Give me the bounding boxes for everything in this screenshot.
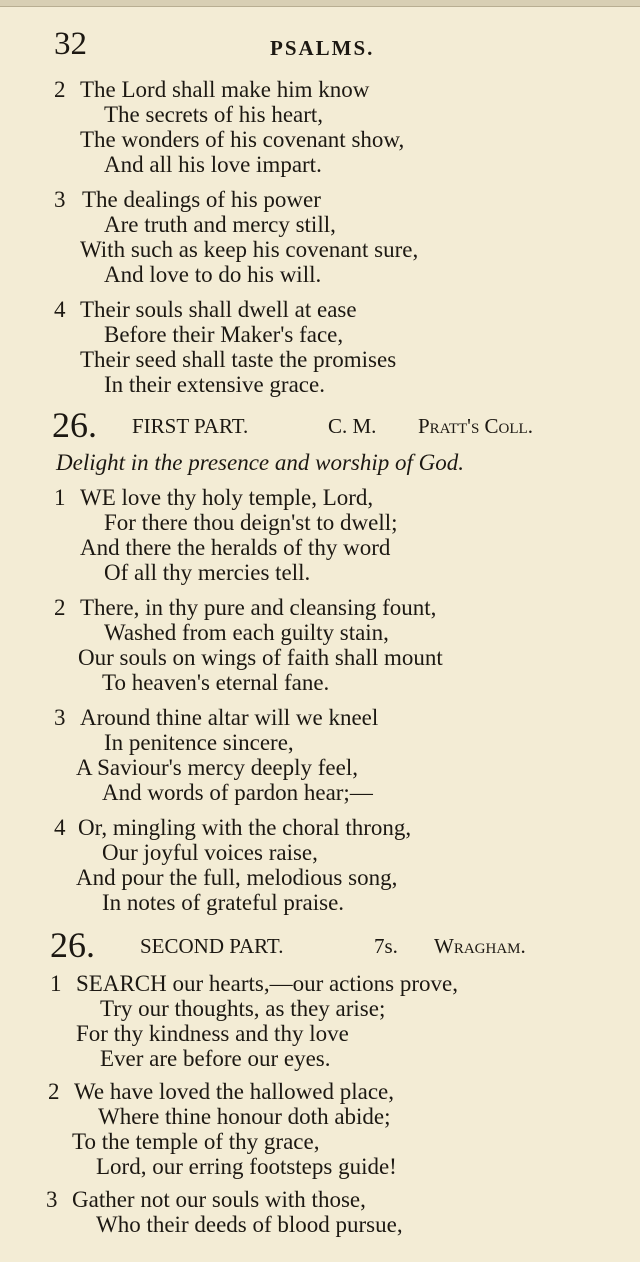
stanza-number: 4 — [54, 815, 66, 840]
verse-line: And love to do his will. — [104, 262, 322, 287]
verse-line: A Saviour's mercy deeply feel, — [76, 755, 358, 780]
verse-line: Are truth and mercy still, — [104, 212, 336, 237]
verse-line: Or, mingling with the choral throng, — [78, 815, 412, 840]
stanza-number: 3 — [54, 187, 66, 212]
verse-line: There, in thy pure and cleansing fount, — [80, 595, 437, 620]
verse-line: The Lord shall make him know — [80, 77, 370, 102]
verse-line: And pour the full, melodious song, — [76, 865, 398, 890]
hymn-part: SECOND PART. — [140, 934, 284, 958]
verse-line: Try our thoughts, as they arise; — [100, 996, 386, 1021]
hymn-subtitle: Delight in the presence and worship of God. — [56, 450, 464, 475]
verse-line: Before their Maker's face, — [104, 322, 344, 347]
stanza-number: 3 — [46, 1187, 58, 1212]
page-number: 32 — [54, 26, 87, 62]
verse-line: For there thou deign'st to dwell; — [104, 510, 398, 535]
hymn-author: Pratt's Coll. — [418, 414, 533, 438]
stanza-number: 2 — [54, 77, 66, 102]
verse-line: In penitence sincere, — [104, 730, 294, 755]
running-title: PSALMS. — [270, 36, 375, 60]
hymn-meter: C. M. — [328, 414, 377, 438]
verse-line: Our joyful voices raise, — [102, 840, 318, 865]
hymn-meter: 7s. — [374, 934, 398, 958]
stanza-number: 1 — [50, 971, 62, 996]
verse-line: Their seed shall taste the promises — [80, 347, 397, 372]
verse-line: Gather not our souls with those, — [72, 1187, 366, 1212]
verse-line: Ever are before our eyes. — [100, 1046, 331, 1071]
verse-line: The wonders of his covenant show, — [80, 127, 405, 152]
verse-line: To heaven's eternal fane. — [102, 670, 330, 695]
hymn-heading — [52, 404, 612, 444]
hymn-number: 26. — [52, 405, 97, 445]
verse-line: Where thine honour doth abide; — [98, 1104, 391, 1129]
verse-line: Lord, our erring footsteps guide! — [96, 1154, 397, 1179]
hymn-author: Wragham. — [434, 934, 526, 958]
verse-line: In notes of grateful praise. — [102, 890, 345, 915]
verse-line: Of all thy mercies tell. — [104, 560, 311, 585]
verse-line: And words of pardon hear;— — [102, 780, 373, 805]
verse-line: We have loved the hallowed place, — [74, 1079, 395, 1104]
verse-line: The secrets of his heart, — [104, 102, 324, 127]
stanza-number: 3 — [54, 705, 66, 730]
page-header — [52, 26, 612, 66]
hymn-heading — [50, 924, 610, 964]
verse-line: To the temple of thy grace, — [72, 1129, 320, 1154]
verse-line: And there the heralds of thy word — [80, 535, 391, 560]
verse-line: Who their deeds of blood pursue, — [96, 1212, 403, 1237]
stanza-number: 4 — [54, 297, 66, 322]
stanza-number: 2 — [48, 1079, 60, 1104]
stanza-number: 2 — [54, 595, 66, 620]
verse-line: Around thine altar will we kneel — [80, 705, 379, 730]
verse-line: In their extensive grace. — [104, 372, 325, 397]
verse-line: Washed from each guilty stain, — [104, 620, 389, 645]
verse-line: And all his love impart. — [104, 152, 322, 177]
verse-line: Our souls on wings of faith shall mount — [78, 645, 443, 670]
verse-line: WE love thy holy temple, Lord, — [80, 485, 374, 510]
stanza-number: 1 — [54, 485, 66, 510]
page-top-edge — [0, 0, 640, 7]
verse-line: For thy kindness and thy love — [76, 1021, 349, 1046]
hymn-number: 26. — [50, 925, 95, 965]
verse-line: With such as keep his covenant sure, — [80, 237, 419, 262]
verse-line: The dealings of his power — [82, 187, 321, 212]
verse-line: Their souls shall dwell at ease — [80, 297, 357, 322]
verse-line: SEARCH our hearts,—our actions prove, — [76, 971, 458, 996]
hymn-part: FIRST PART. — [132, 414, 249, 438]
